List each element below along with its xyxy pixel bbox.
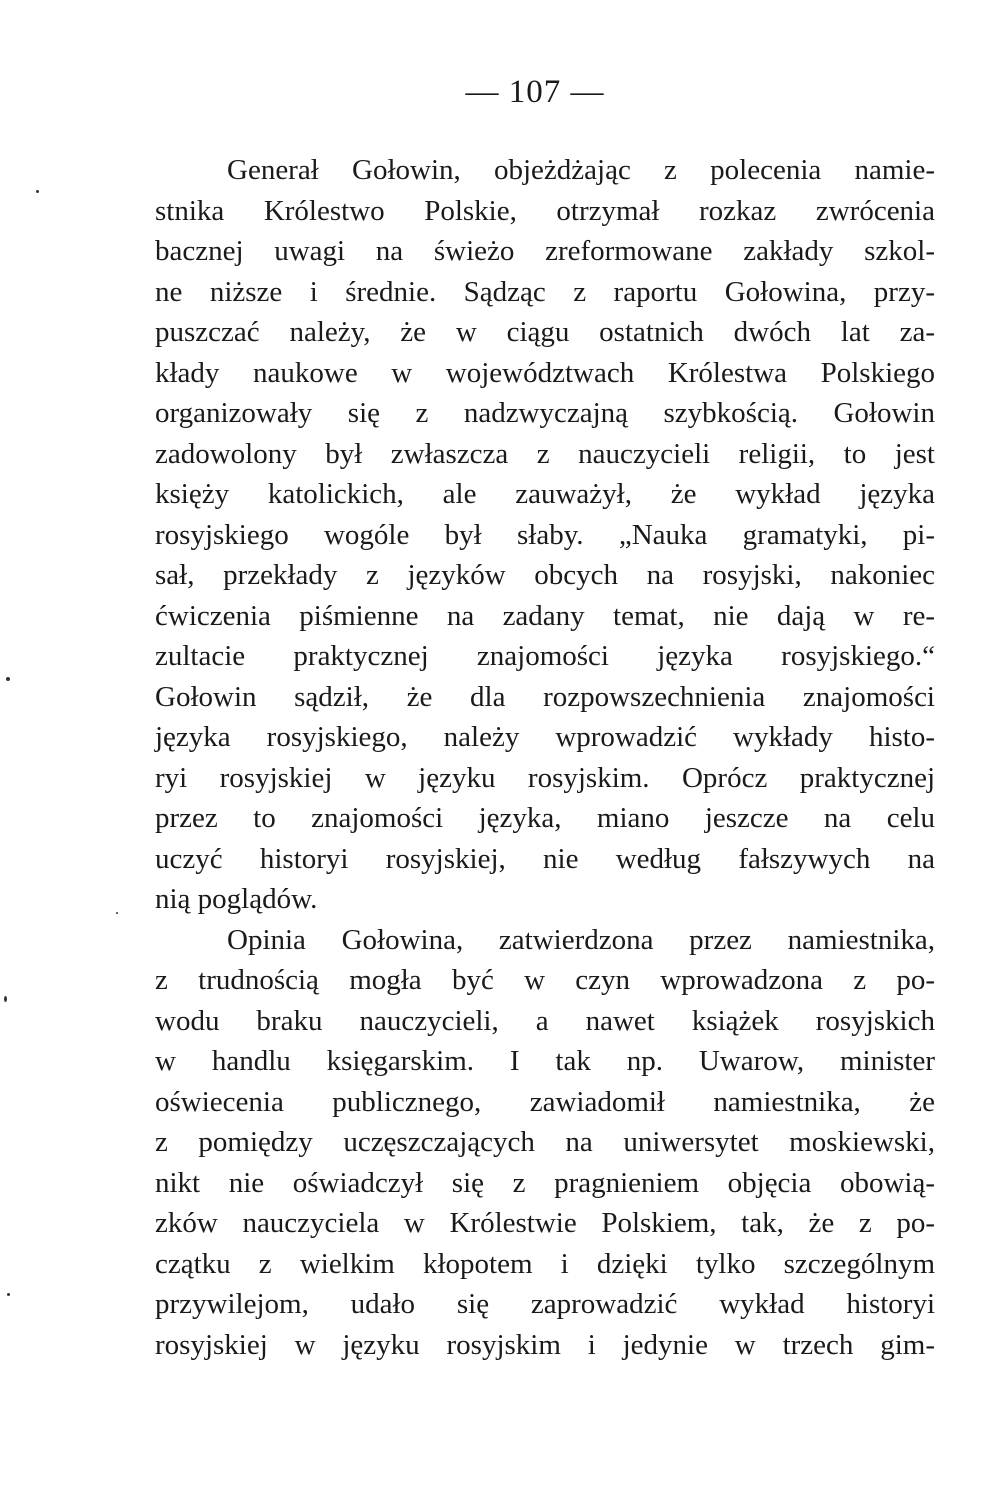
text-line: rosyjskiego wogóle był słaby. „Nauka gramatyki, pi-: [155, 518, 935, 551]
text-line: zków nauczyciela w Królestwie Polskiem, tak, że z po-: [155, 1207, 935, 1239]
text-line: nią poglądów.: [155, 883, 318, 915]
text-line: z trudnością mogła być w czyn wprowadzona z po-: [155, 964, 935, 996]
text-line: oświecenia publicznego, zawiadomił namiestnika, że: [155, 1085, 935, 1118]
text-line: czątku z wielkim kłopotem i dzięki tylko szczególnym: [155, 1247, 935, 1280]
text-line: organizowały się z nadzwyczajną szybkością. Gołowin: [155, 397, 935, 429]
body-text: [155, 150, 935, 1365]
text-line: przez to znajomości języka, miano jeszcze na celu: [155, 802, 935, 834]
text-line: Generał Gołowin, objeżdżając z polecenia namie-: [227, 154, 935, 186]
text-line: Opinia Gołowina, zatwierdzona przez namiestnika,: [227, 923, 935, 956]
text-line: Gołowin sądził, że dla rozpowszechnienia znajomości: [155, 680, 935, 713]
text-line: puszczać należy, że w ciągu ostatnich dwóch lat za-: [155, 316, 935, 348]
scan-speck: [36, 190, 39, 193]
text-line: nikt nie oświadczył się z pragnieniem objęcia obowią-: [155, 1166, 935, 1199]
scan-speck: [6, 677, 10, 681]
text-line: zultacie praktycznej znajomości języka rosyjskiego.“: [155, 640, 935, 672]
paragraph-1: [155, 150, 935, 920]
page-number: [0, 74, 1000, 111]
text-line: ryi rosyjskiej w języku rosyjskim. Oprócz praktycznej: [155, 761, 935, 794]
text-line: księży katolickich, ale zauważył, że wykład języka: [155, 478, 935, 510]
text-line: stnika Królestwo Polskie, otrzymał rozkaz zwrócenia: [155, 194, 935, 227]
scan-speck: [7, 1293, 10, 1296]
text-line: w handlu księgarskim. I tak np. Uwarow, minister: [155, 1045, 935, 1077]
text-line: ćwiczenia piśmienne na zadany temat, nie dają w re-: [155, 599, 935, 632]
text-line: bacznej uwagi na świeżo zreformowane zakłady szkol-: [155, 235, 935, 267]
scan-speck: [116, 912, 118, 914]
text-line: ne niższe i średnie. Sądząc z raportu Gołowina, przy-: [155, 275, 935, 308]
text-line: uczyć historyi rosyjskiej, nie według fałszywych na: [155, 842, 935, 875]
text-line: zadowolony był zwłaszcza z nauczycieli religii, to jest: [155, 437, 935, 470]
text-line: rosyjskiej w języku rosyjskim i jedynie w trzech gim-: [155, 1328, 935, 1361]
text-line: sał, przekłady z języków obcych na rosyjski, nakoniec: [155, 559, 935, 591]
scan-speck: [4, 996, 7, 1002]
page-number-text: — 107 —: [465, 74, 605, 110]
text-line: przywilejom, udało się zaprowadzić wykład historyi: [155, 1288, 935, 1320]
text-line: z pomiędzy uczęszczających na uniwersytet moskiewski,: [155, 1126, 935, 1158]
text-line: wodu braku nauczycieli, a nawet książek rosyjskich: [155, 1004, 935, 1037]
paragraph-2: [155, 920, 935, 1366]
text-line: języka rosyjskiego, należy wprowadzić wykłady histo-: [155, 721, 935, 753]
text-line: kłady naukowe w województwach Królestwa Polskiego: [155, 356, 935, 389]
